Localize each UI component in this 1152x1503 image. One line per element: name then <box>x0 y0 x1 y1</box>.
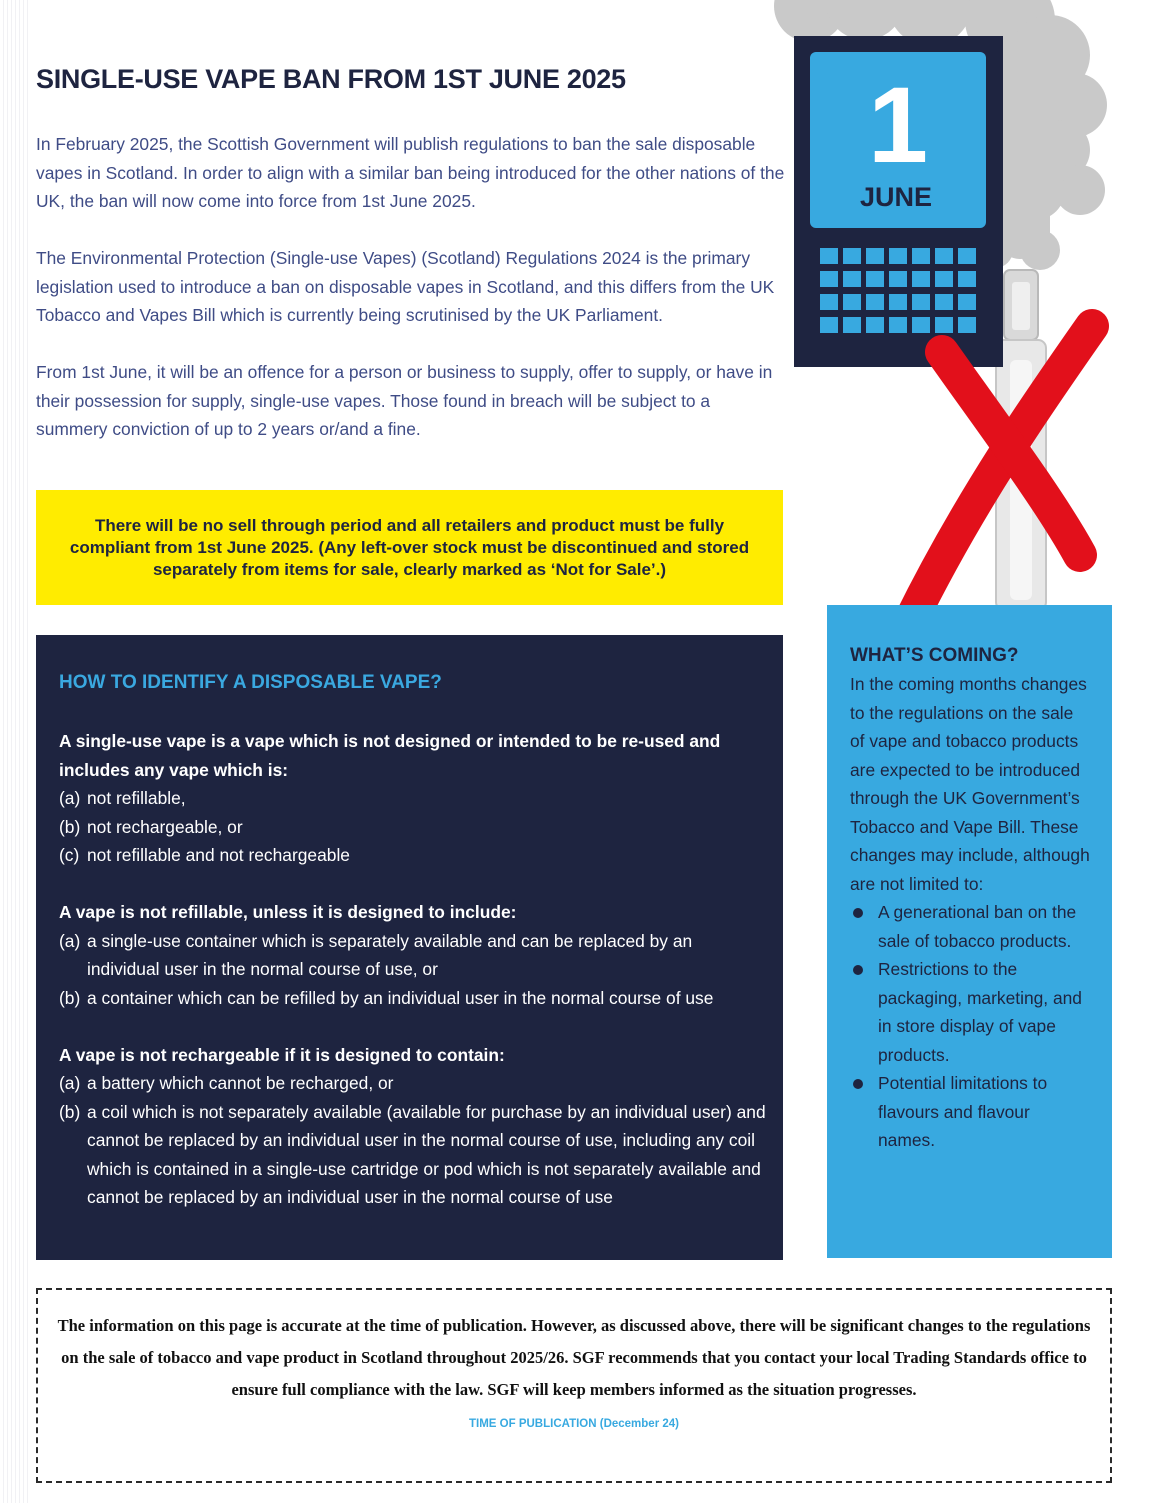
intro-section <box>36 130 786 472</box>
intro-paragraph-3: From 1st June, it will be an offence for a person or business to supply, offer to supply, or have in their possession for supply, single-use vapes. Those found in breach will be subject to a summery conviction of up to 2 years or/and a fine. <box>36 362 773 439</box>
definition-group <box>59 727 769 870</box>
list-item: (b) not rechargeable, or <box>59 816 243 837</box>
refill-lead: A vape is not refillable, unless it is designed to include: <box>59 902 517 922</box>
bullet-icon <box>853 1079 863 1089</box>
vape-ban-illustration <box>770 0 1152 640</box>
calendar-day: 1 <box>867 64 929 185</box>
definition-lead: A single-use vape is a vape which is not designed or intended to be re-used and includes any vape which is: <box>59 731 721 780</box>
list-item: Restrictions to the packaging, marketing, and in store display of vape products. <box>850 955 1090 1069</box>
publication-date: TIME OF PUBLICATION (December 24) <box>468 1418 679 1430</box>
list-item: (a) a single-use container which is separately available and can be replaced by an individual user in the normal course of use, or <box>59 930 693 979</box>
whats-coming-title: WHAT’S COMING? <box>850 645 1019 666</box>
list-item: (a) not refillable, <box>59 788 186 808</box>
recharge-group <box>59 1041 769 1212</box>
list-item: (c) not refillable and not rechargeable <box>59 845 350 865</box>
whats-coming-section <box>827 605 1112 1258</box>
list-item: (b) a container which can be refilled by an individual user in the normal course of use <box>59 987 714 1008</box>
intro-paragraph-1: In February 2025, the Scottish Government will publish regulations to ban the sale disposable vapes in Scotland. In order to align with a similar ban being introduced for the other nations of the UK, the ban will now come into force from 1st June 2025. <box>36 134 785 211</box>
whats-coming-text: In the coming months changes to the regulations on the sale of vape and tobacco products are expected to be introduced through the UK Government’s Tobacco and Vape Bill. These changes may include, although are not limited to: <box>850 674 1090 894</box>
refill-group <box>59 898 769 1012</box>
list-item: (b) a coil which is not separately available (available for purchase by an individual user) and cannot be replaced by an individual user in the normal course of use, including any coil which is contained in a single-use cartridge or pod which is not separately available and cannot be replaced by an individual user in the normal course of use <box>59 1101 766 1207</box>
calendar-month: JUNE <box>859 182 933 212</box>
list-item: (a) a battery which cannot be recharged, or <box>59 1073 394 1093</box>
callout-box <box>36 490 783 605</box>
list-item: A generational ban on the sale of tobacco products. <box>850 898 1090 955</box>
identify-body <box>59 727 769 1240</box>
whats-coming-list <box>850 898 1090 1155</box>
bullet-icon <box>853 965 863 975</box>
page-title: SINGLE-USE VAPE BAN FROM 1ST JUNE 2025 <box>36 64 626 94</box>
identify-title: HOW TO IDENTIFY A DISPOSABLE VAPE? <box>59 672 442 693</box>
left-stripe-decoration <box>0 0 30 1503</box>
identify-section <box>36 635 783 1260</box>
notice-text: The information on this page is accurate at the time of publication. However, as discussed above, there will be significant changes to the regulations on the sale of tobacco and vape product in Scotland throughout 2025/26. SGF recommends that you contact your local Trading Standards office to ensure full compliance with the law. SGF will keep members informed as the situation progresses. <box>57 1316 1091 1399</box>
recharge-lead: A vape is not rechargeable if it is designed to contain: <box>59 1044 505 1065</box>
publication-notice <box>36 1288 1112 1483</box>
bullet-icon <box>853 908 863 918</box>
callout-text: There will be no sell through period and all retailers and product must be fully compliant from 1st June 2025. (Any left-over stock must be discontinued and stored separately from items for sale, clearly marked as ‘Not for Sale’.) <box>69 515 750 579</box>
list-item: Potential limitations to flavours and flavour names. <box>850 1069 1090 1155</box>
intro-paragraph-2: The Environmental Protection (Single-use Vapes) (Scotland) Regulations 2024 is the primary legislation used to introduce a ban on disposable vapes in Scotland, and this differs from the UK Tobacco and Vapes Bill which is currently being scrutinised by the UK Parliament. <box>36 248 775 325</box>
calendar-icon <box>794 36 1003 367</box>
